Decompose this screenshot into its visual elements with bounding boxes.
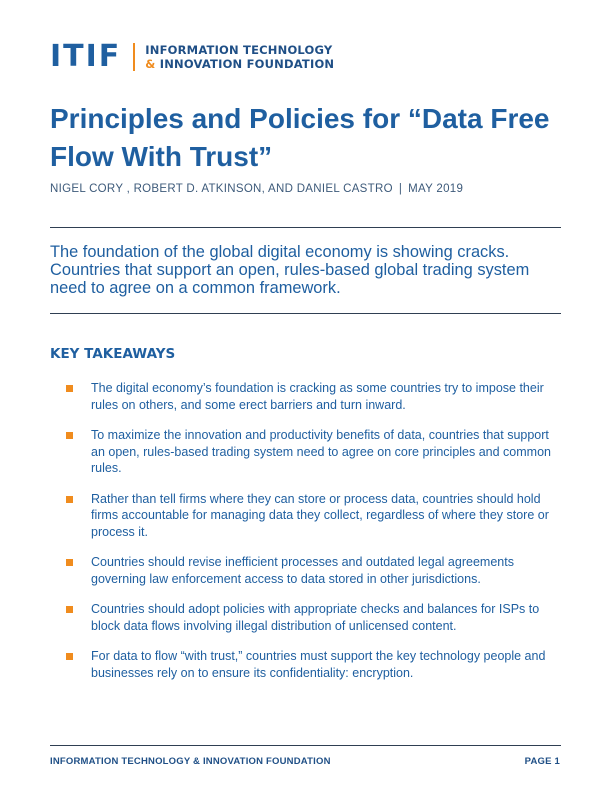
takeaway-item	[66, 380, 566, 413]
key-takeaways-list	[66, 380, 566, 695]
takeaway-item	[66, 491, 566, 541]
square-bullet-icon	[66, 653, 73, 660]
itif-logo	[50, 40, 334, 74]
takeaway-item	[66, 648, 566, 681]
lede-summary: The foundation of the global digital economy is showing cracks. Countries that support an open, rules-based global trading system need to agree on a common framework.	[50, 243, 530, 297]
byline	[50, 183, 463, 195]
authors: NIGEL CORY , ROBERT D. ATKINSON, AND DANIEL CASTRO	[50, 183, 393, 195]
publication-date: MAY 2019	[408, 183, 464, 195]
takeaway-text: To maximize the innovation and productivity benefits of data, countries that support an open, rules-based trading system need to agree on core principles and common rules.	[91, 428, 551, 475]
divider-top	[50, 227, 561, 228]
divider-middle	[50, 313, 561, 314]
takeaway-item	[66, 427, 566, 477]
square-bullet-icon	[66, 559, 73, 566]
takeaway-text: The digital economy’s foundation is cracking as some countries try to impose their rules on others, and some erect barriers and turn inward.	[91, 381, 544, 412]
logo-text	[145, 43, 334, 71]
key-takeaways-heading: KEY TAKEAWAYS	[50, 346, 176, 362]
byline-separator: |	[398, 183, 403, 195]
takeaway-text: Countries should adopt policies with appropriate checks and balances for ISPs to block data flows involving illegal distribution of unlicensed content.	[91, 602, 540, 633]
divider-footer	[50, 745, 561, 746]
square-bullet-icon	[66, 385, 73, 392]
takeaway-text: Countries should revise inefficient processes and outdated legal agreements governing law enforcement access to data stored in other jurisdictions.	[91, 555, 514, 586]
page-number: PAGE 1	[524, 756, 560, 767]
logo-ampersand: &	[145, 57, 156, 71]
footer-organization: INFORMATION TECHNOLOGY & INNOVATION FOUNDATION	[50, 756, 331, 767]
logo-line-2: INNOVATION FOUNDATION	[155, 57, 335, 71]
report-title: Principles and Policies for “Data Free Flow With Trust”	[50, 103, 550, 172]
takeaway-item	[66, 601, 566, 634]
logo-line-1: INFORMATION TECHNOLOGY	[145, 43, 333, 57]
square-bullet-icon	[66, 432, 73, 439]
takeaway-text: For data to flow “with trust,” countries must support the key technology people and businesses rely on to ensure its confidentiality: encryption.	[91, 649, 546, 680]
square-bullet-icon	[66, 496, 73, 503]
logo-divider	[133, 43, 135, 71]
logo-mark: ITIF	[50, 39, 122, 74]
takeaway-text: Rather than tell firms where they can store or process data, countries should hold firms accountable for managing data they collect, regardless of where they store or process it.	[91, 491, 549, 539]
square-bullet-icon	[66, 606, 73, 613]
takeaway-item	[66, 554, 566, 587]
